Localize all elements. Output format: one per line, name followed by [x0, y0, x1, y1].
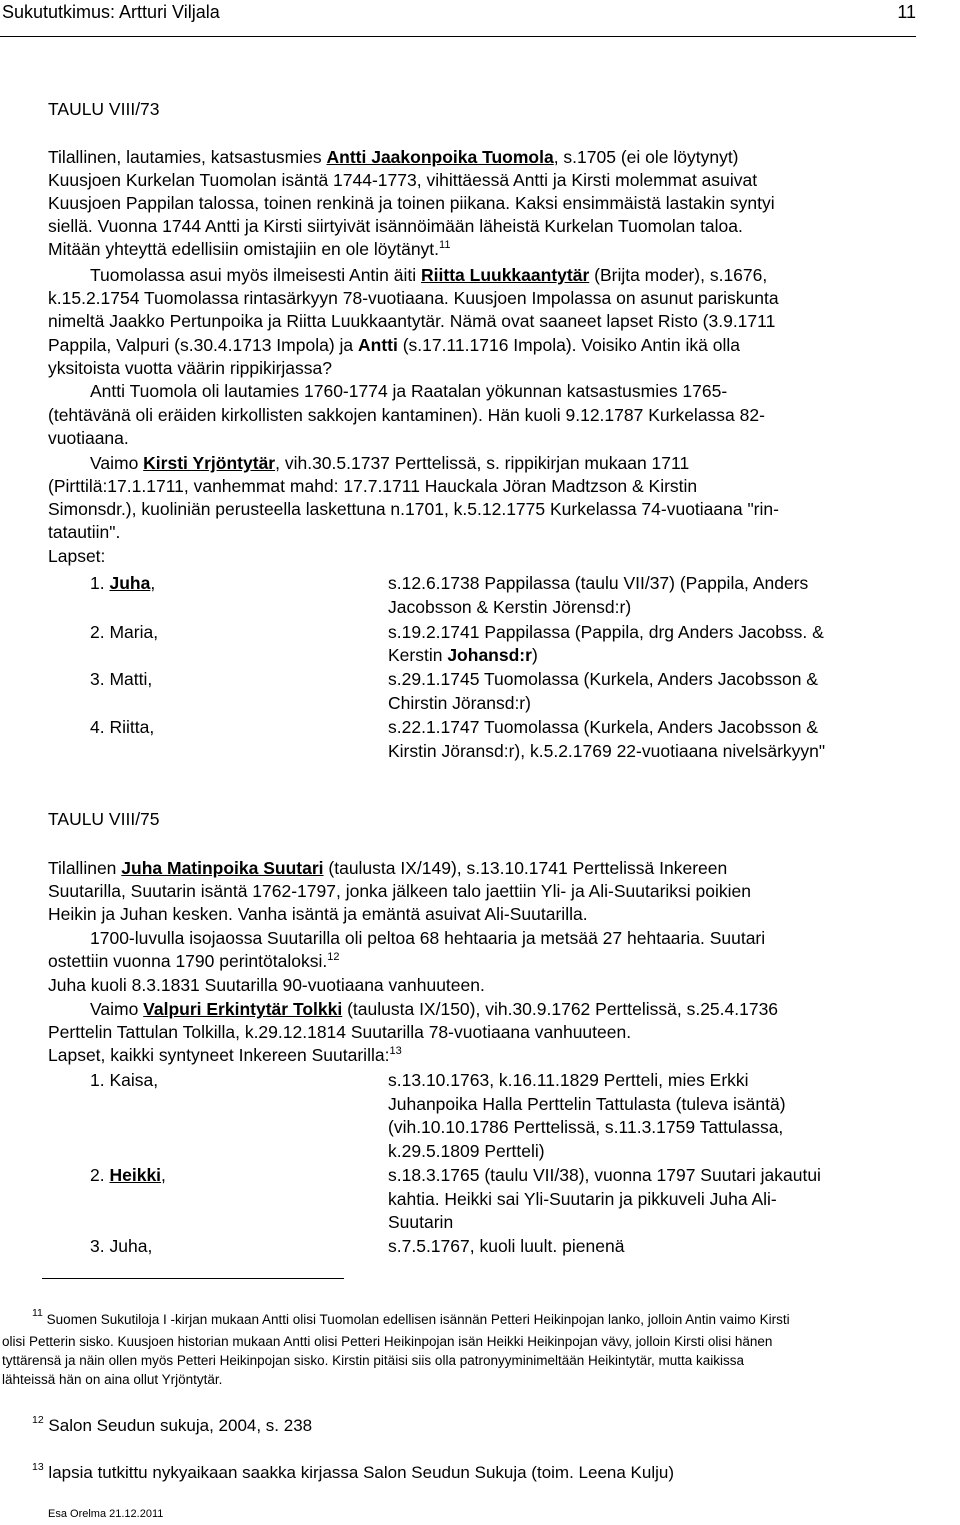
paragraph-line: k.15.2.1754 Tuomolassa rintasärkyyn 78-vuotiaana. Kuusjoen Impolassa on asunut pariskunta [48, 288, 779, 308]
page-footer: Esa Orelma 21.12.2011 [48, 1508, 164, 1520]
child-entry-detail: (vih.10.10.1786 Perttelissä, s.11.3.1759 Tattulassa, [388, 1117, 784, 1137]
footnote-line: lähteissä hän on aina ollut Yrjöntytär. [2, 1372, 223, 1387]
child-entry-detail: s.12.6.1738 Pappilassa (taulu VII/37) (Pappila, Anders [388, 573, 809, 593]
child-entry-label: 1. Kaisa, [90, 1070, 159, 1090]
child-entry-label: 3. Matti, [90, 669, 153, 689]
paragraph-line: siellä. Vuonna 1744 Antti ja Kirsti siirtyivät isännöimään läheistä Kurkelan Tuomolan taloa. [48, 216, 743, 236]
paragraph-line: yksitoista vuotta väärin rippikirjassa? [48, 358, 333, 378]
paragraph-line: Pappila, Valpuri (s.30.4.1713 Impola) ja Antti (s.17.11.1716 Impola). Voisiko Antin ikä olla [48, 335, 740, 355]
paragraph-line: Tilallinen Juha Matinpoika Suutari (taulusta IX/149), s.13.10.1741 Perttelissä Inkereen [48, 858, 728, 878]
paragraph-line: Tilallinen, lautamies, katsastusmies Antti Jaakonpoika Tuomola, s.1705 (ei ole löytynyt) [48, 147, 739, 167]
person-name: Riitta Luukkaantytär [421, 265, 590, 285]
footnote-ref: 12 [327, 951, 340, 963]
person-name: Juha Matinpoika Suutari [121, 858, 324, 878]
child-entry-label: 1. Juha, [90, 573, 156, 593]
paragraph-line: (Pirttilä:17.1.1711, vanhemmat mahd: 17.7.1711 Hauckala Jöran Madtzson & Kirstin [48, 476, 698, 496]
paragraph-line: Vaimo Valpuri Erkintytär Tolkki (taulusta IX/150), vih.30.9.1762 Perttelissä, s.25.4.1736 [90, 999, 779, 1019]
footnote-line: olisi Petterin sisko. Kuusjoen historian mukaan Antti olisi Petteri Heikinpojan isän Heikki Heikinpojan vävy, jolloin Kirsti olisi hänen [2, 1334, 773, 1349]
header-divider [0, 36, 916, 37]
paragraph-line: Mitään yhteyttä edellisiin omistajiin en ole löytänyt.$^{11}$ [48, 239, 451, 259]
paragraph-line: Antti Tuomola oli lautamies 1760-1774 ja Raatalan yökunnan katsastusmies 1765- [90, 381, 728, 401]
paragraph-line: Tuomolassa asui myös ilmeisesti Antin äiti Riitta Luukkaantytär (Brijta moder), s.1676, [90, 265, 768, 285]
person-name: Juha [109, 573, 151, 593]
children-label: Lapset: [48, 546, 106, 566]
child-entry-detail: s.18.3.1765 (taulu VII/38), vuonna 1797 Suutari jakautui [388, 1165, 821, 1185]
page-header-title: Sukututkimus: Artturi Viljala [2, 2, 220, 22]
paragraph-line: Juha kuoli 8.3.1831 Suutarilla 90-vuotiaana vanhuuteen. [48, 975, 485, 995]
person-name: Antti [358, 335, 398, 355]
paragraph-line: Heikin ja Juhan kesken. Vanha isäntä ja emäntä asuivat Ali-Suutarilla. [48, 904, 588, 924]
child-entry-detail: s.19.2.1741 Pappilassa (Pappila, drg Anders Jacobss. & [388, 622, 824, 642]
paragraph-line: Lapset, kaikki syntyneet Inkereen Suutarilla:$^{13}$ [48, 1045, 402, 1065]
person-name: Heikki [109, 1165, 162, 1185]
person-name: Antti Jaakonpoika Tuomola [326, 147, 554, 167]
paragraph-line: ostettiin vuonna 1790 perintötaloksi.$^{12}$ [48, 951, 340, 971]
child-entry-detail: kahtia. Heikki sai Yli-Suutarin ja pikkuveli Juha Ali- [388, 1189, 777, 1209]
child-entry-detail: s.29.1.1745 Tuomolassa (Kurkela, Anders Jacobsson & [388, 669, 818, 689]
footnote-number: 12 [32, 1414, 44, 1426]
child-entry-label: 4. Riitta, [90, 717, 155, 737]
paragraph-line: Vaimo Kirsti Yrjöntytär, vih.30.5.1737 Perttelissä, s. rippikirjan mukaan 1711 [90, 453, 690, 473]
footnote-ref: 13 [389, 1045, 402, 1057]
paragraph-line: Perttelin Tattulan Tolkilla, k.29.12.1814 Suutarilla 78-vuotiaana vanhuuteen. [48, 1022, 632, 1042]
child-entry-detail: k.29.5.1809 Pertteli) [388, 1141, 545, 1161]
paragraph-line: Suutarilla, Suutarin isäntä 1762-1797, jonka jälkeen talo jaettiin Yli- ja Ali-Suutariksi poikien [48, 881, 752, 901]
paragraph-line: nimeltä Jaakko Pertunpoika ja Riitta Luukkaantytär. Nämä ovat saaneet lapset Risto (3.9.1711 [48, 311, 776, 331]
child-entry-label: 3. Juha, [90, 1236, 153, 1256]
footnote-line: tyttärensä ja näin ollen myös Petteri Heikinpojan sisko. Kirstin pitäisi siis olla patronyyminimeltään Heikintytär, mutta kaikissa [2, 1353, 745, 1368]
section-heading: TAULU VIII/75 [48, 809, 160, 829]
footnote-13: $^{13}$ lapsia tutkittu nykyaikaan saakka kirjassa Salon Seudun Sukuja (toim. Leena Kulju) [32, 1461, 674, 1482]
paragraph-line: (tehtävänä oli eräiden kirkollisten sakkojen kantaminen). Hän kuoli 9.12.1787 Kurkelassa 82- [48, 405, 765, 425]
footnote-11: $^{11}$ Suomen Sukutiloja I -kirjan mukaan Antti olisi Tuomolan edellisen isännän Petteri Heikinpojan lanko, jolloin Antin vaimo Kirsti [32, 1307, 790, 1327]
paragraph-line: 1700-luvulla isojaossa Suutarilla oli peltoa 68 hehtaaria ja metsää 27 hehtaaria. Suutari [90, 928, 766, 948]
child-entry-detail: Kerstin Johansd:r) [388, 645, 538, 665]
person-name: Valpuri Erkintytär Tolkki [143, 999, 343, 1019]
paragraph-line: tatautiin". [48, 522, 121, 542]
footnote-divider [42, 1278, 344, 1279]
footnote-number: 13 [32, 1461, 44, 1473]
paragraph-line: vuotiaana. [48, 428, 129, 448]
paragraph-line: Simonsdr.), kuoliniän perusteella laskettuna n.1701, k.5.12.1775 Kurkelassa 74-vuotiaana "rin- [48, 499, 779, 519]
section-heading: TAULU VIII/73 [48, 99, 160, 119]
child-entry-detail: s.22.1.1747 Tuomolassa (Kurkela, Anders Jacobsson & [388, 717, 818, 737]
page-number: 11 [897, 2, 916, 22]
child-entry-detail: s.13.10.1763, k.16.11.1829 Pertteli, mies Erkki [388, 1070, 749, 1090]
footnote-12: $^{12}$ Salon Seudun sukuja, 2004, s. 238 [32, 1414, 313, 1435]
person-name: Kirsti Yrjöntytär [143, 453, 276, 473]
child-entry-detail: Chirstin Jöransd:r) [388, 693, 531, 713]
child-entry-label: 2. Maria, [90, 622, 159, 642]
footnote-number: 11 [32, 1307, 43, 1319]
child-entry-detail: Suutarin [388, 1212, 454, 1232]
footnote-ref: 11 [439, 239, 451, 251]
child-entry-detail: s.7.5.1767, kuoli luult. pienenä [388, 1236, 625, 1256]
child-entry-detail: Juhanpoika Halla Perttelin Tattulasta (tuleva isäntä) [388, 1094, 786, 1114]
child-entry-detail: Jacobsson & Kerstin Jörensd:r) [388, 597, 632, 617]
paragraph-line: Kuusjoen Kurkelan Tuomolan isäntä 1744-1773, vihittäessä Antti ja Kirsti molemmat asuivat [48, 170, 758, 190]
paragraph-line: Kuusjoen Pappilan talossa, toinen renkinä ja toinen piikana. Kaksi ensimmäistä lastakin syntyi [48, 193, 775, 213]
child-entry-label: 2. Heikki, [90, 1165, 166, 1185]
child-entry-detail: Kirstin Jöransd:r), k.5.2.1769 22-vuotiaana nivelsärkyyn" [388, 741, 826, 761]
